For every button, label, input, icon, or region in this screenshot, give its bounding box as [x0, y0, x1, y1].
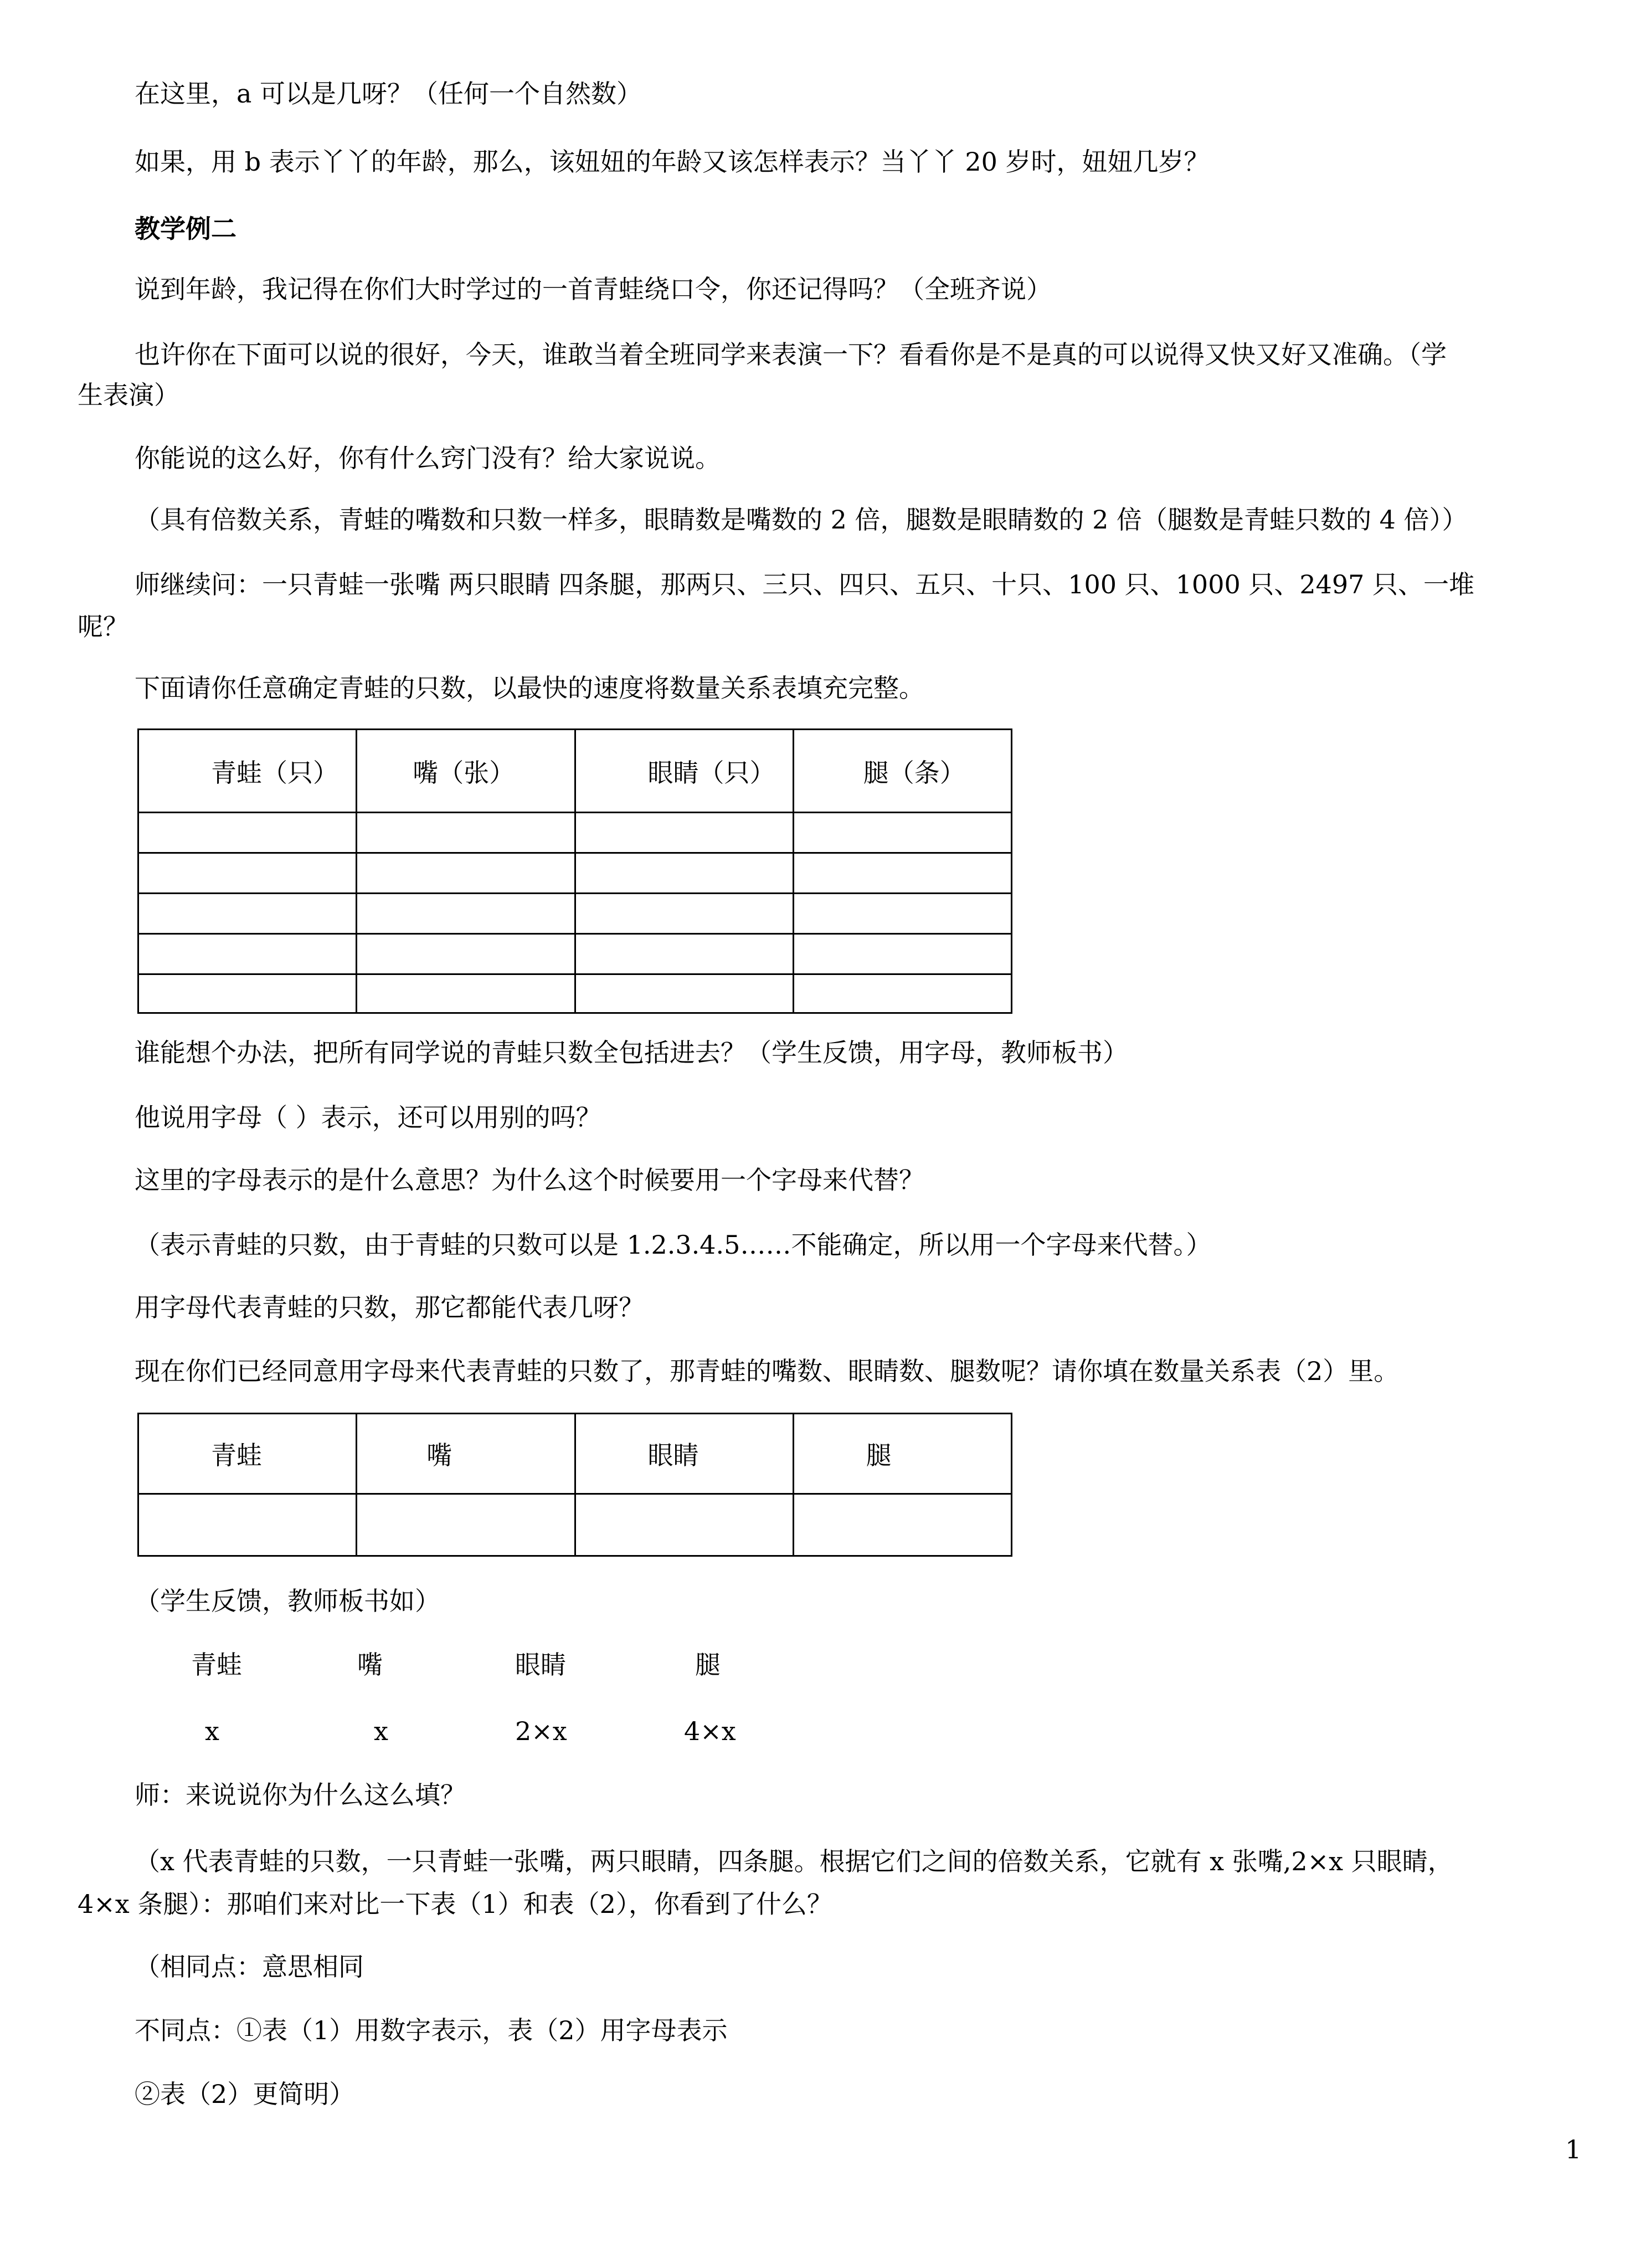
- paragraph: 如果，用 b 表示丫丫的年龄，那么，该妞妞的年龄又该怎样表示？当丫丫 20 岁时，妞妞几岁？: [135, 147, 1210, 177]
- table2-header-legs: 腿: [793, 1414, 1011, 1494]
- table1-cell[interactable]: [575, 894, 793, 934]
- table1-cell[interactable]: [357, 934, 575, 974]
- board-value: x: [205, 1716, 219, 1746]
- paragraph: 说到年龄，我记得在你们大时学过的一首青蛙绕口令，你还记得吗？（全班齐说）: [135, 274, 1052, 304]
- table1-cell[interactable]: [357, 894, 575, 934]
- table1-cell[interactable]: [138, 853, 357, 894]
- table2-cell[interactable]: [793, 1494, 1011, 1556]
- paragraph: ②表（2）更简明）: [135, 2079, 355, 2109]
- table2-header-mouth: 嘴: [357, 1414, 575, 1494]
- paragraph: （表示青蛙的只数，由于青蛙的只数可以是 1.2.3.4.5……不能确定，所以用一个字母来代替。）: [135, 1230, 1212, 1260]
- paragraph: 现在你们已经同意用字母来代表青蛙的只数了，那青蛙的嘴数、眼睛数、腿数呢？请你填在数量关系表（2）里。: [135, 1356, 1400, 1386]
- paragraph: 下面请你任意确定青蛙的只数，以最快的速度将数量关系表填充完整。: [135, 673, 924, 703]
- paragraph: 这里的字母表示的是什么意思？为什么这个时候要用一个字母来代替？: [135, 1165, 924, 1195]
- table1-cell[interactable]: [357, 853, 575, 894]
- table2-cell[interactable]: [575, 1494, 793, 1556]
- table1-cell[interactable]: [138, 894, 357, 934]
- paragraph: （相同点：意思相同: [135, 1952, 364, 1982]
- paragraph: （具有倍数关系，青蛙的嘴数和只数一样多，眼睛数是嘴数的 2 倍，腿数是眼睛数的 2 倍（腿数是青蛙只数的 4 倍））: [135, 505, 1468, 535]
- quantity-table-2: [137, 1413, 1012, 1557]
- table1-header-mouths: 嘴（张）: [357, 730, 575, 813]
- paragraph-continuation: 呢？: [78, 612, 128, 642]
- table1-cell[interactable]: [575, 853, 793, 894]
- table1-cell[interactable]: [575, 934, 793, 974]
- board-header: 青蛙: [191, 1650, 242, 1680]
- table1-header-frogs: 青蛙（只）: [138, 730, 357, 813]
- board-header: 眼睛: [515, 1650, 566, 1680]
- paragraph-continuation: 4×x 条腿）：那咱们来对比一下表（1）和表（2），你看到了什么？: [78, 1889, 832, 1919]
- board-value: 2×x: [515, 1716, 567, 1746]
- paragraph: 也许你在下面可以说的很好，今天，谁敢当着全班同学来表演一下？看看你是不是真的可以说得又快又好又准确。（学: [135, 340, 1447, 370]
- paragraph-continuation: 生表演）: [78, 380, 179, 410]
- table1-cell[interactable]: [138, 813, 357, 853]
- table1-cell[interactable]: [793, 853, 1011, 894]
- table1-header-legs: 腿（条）: [793, 730, 1011, 813]
- board-value: 4×x: [684, 1716, 736, 1746]
- quantity-table-1: [137, 728, 1012, 1014]
- table1-cell[interactable]: [138, 934, 357, 974]
- table1-header-eyes: 眼睛（只）: [575, 730, 793, 813]
- paragraph: 师：来说说你为什么这么填？: [135, 1780, 466, 1810]
- board-header: 嘴: [357, 1650, 383, 1680]
- board-value: x: [374, 1716, 388, 1746]
- table1-cell[interactable]: [575, 813, 793, 853]
- table1-cell[interactable]: [793, 974, 1011, 1013]
- table1-cell[interactable]: [357, 974, 575, 1013]
- table1-cell[interactable]: [357, 813, 575, 853]
- paragraph: 师继续问：一只青蛙一张嘴 两只眼睛 四条腿，那两只、三只、四只、五只、十只、100 只、1000 只、2497 只、一堆: [135, 569, 1475, 599]
- paragraph: （x 代表青蛙的只数，一只青蛙一张嘴，两只眼睛，四条腿。根据它们之间的倍数关系，它就有 x 张嘴,2×x 只眼睛，: [135, 1846, 1453, 1876]
- page-number: 1: [1565, 2134, 1582, 2164]
- table2-cell[interactable]: [357, 1494, 575, 1556]
- paragraph: 在这里，a 可以是几呀？（任何一个自然数）: [135, 79, 642, 109]
- section-heading: 教学例二: [135, 214, 236, 244]
- paragraph: 用字母代表青蛙的只数，那它都能代表几呀？: [135, 1292, 644, 1322]
- paragraph: 他说用字母（ ）表示，还可以用别的吗？: [135, 1102, 601, 1132]
- table2-header-eyes: 眼睛: [575, 1414, 793, 1494]
- table1-cell[interactable]: [793, 894, 1011, 934]
- table1-cell[interactable]: [575, 974, 793, 1013]
- table1-cell[interactable]: [793, 813, 1011, 853]
- paragraph: （学生反馈，教师板书如）: [135, 1586, 440, 1616]
- paragraph: 你能说的这么好，你有什么窍门没有？给大家说说。: [135, 443, 721, 473]
- paragraph: 谁能想个办法，把所有同学说的青蛙只数全包括进去？（学生反馈，用字母，教师板书）: [135, 1038, 1128, 1068]
- paragraph: 不同点：①表（1）用数字表示，表（2）用字母表示: [135, 2015, 728, 2045]
- table2-header-frog: 青蛙: [138, 1414, 357, 1494]
- table1-cell[interactable]: [138, 974, 357, 1013]
- table1-cell[interactable]: [793, 934, 1011, 974]
- table2-cell[interactable]: [138, 1494, 357, 1556]
- board-header: 腿: [695, 1650, 721, 1680]
